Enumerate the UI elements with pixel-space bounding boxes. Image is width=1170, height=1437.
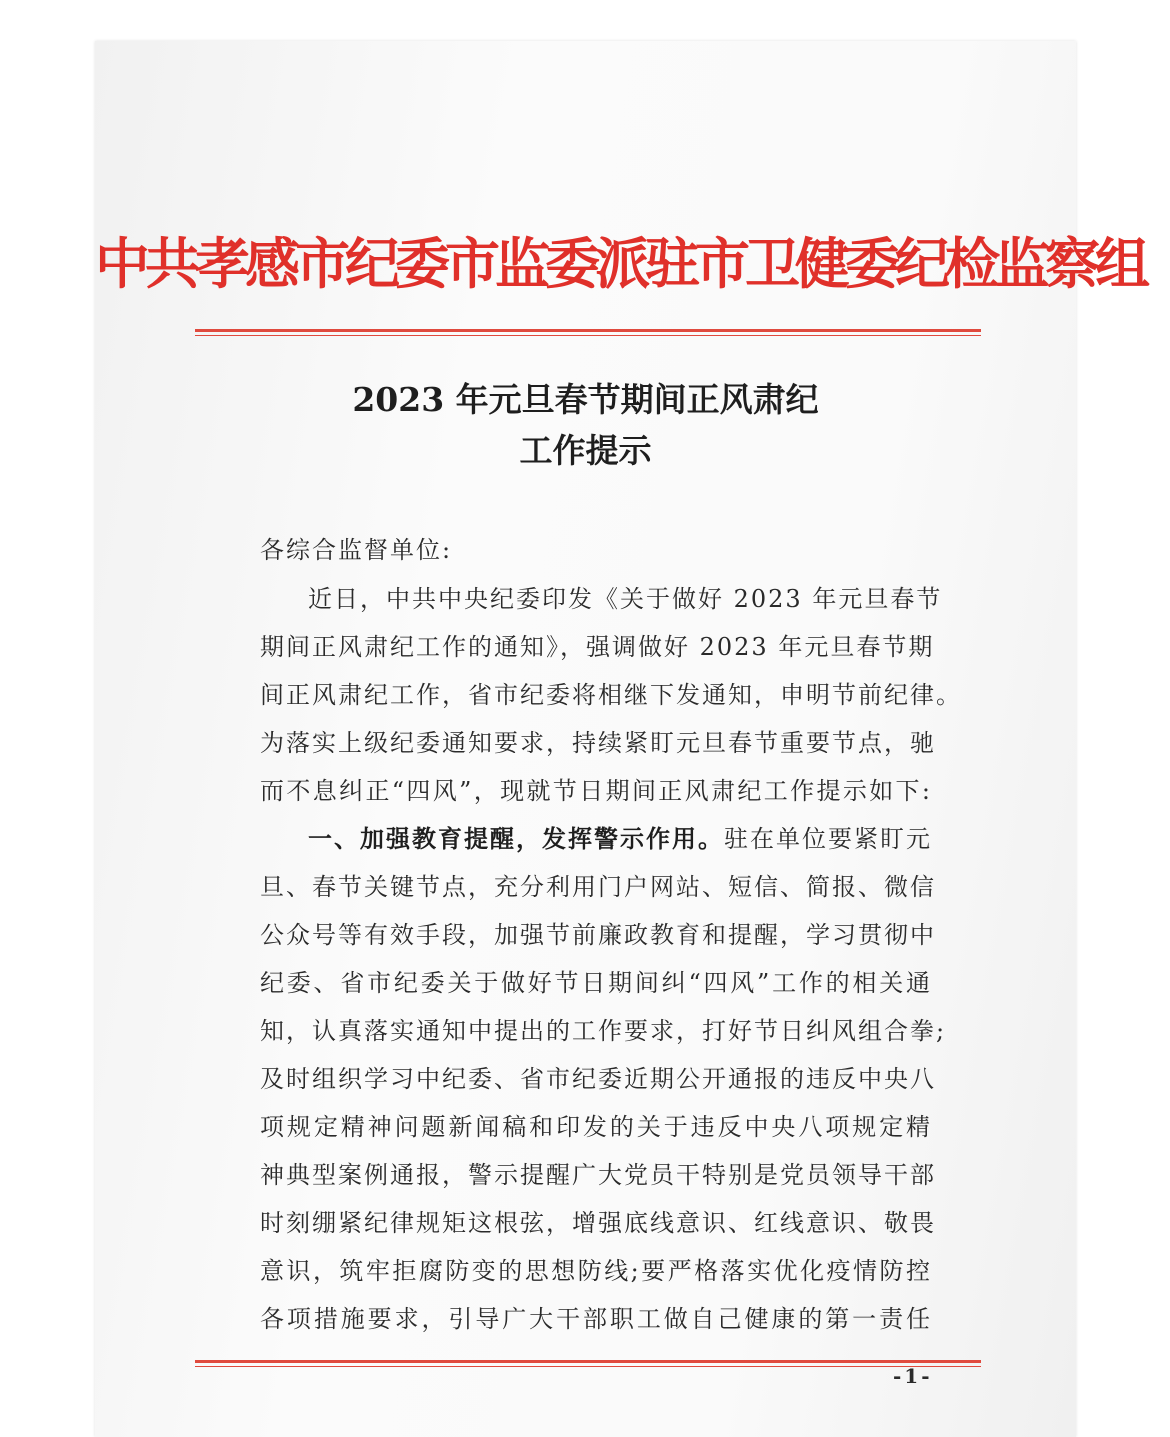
body-line-10: 知，认真落实通知中提出的工作要求，打好节日纠风组合拳; [260, 1017, 947, 1045]
body-line-4: 为落实上级纪委通知要求，持续紧盯元旦春节重要节点，驰 [260, 729, 936, 757]
body-line-1: 近日，中共中央纪委印发《关于做好 2023 年元旦春节 [308, 585, 943, 613]
document-title-line-2: 工作提示 [519, 431, 652, 470]
page-number: -1- [893, 1364, 933, 1388]
body-line-14: 时刻绷紧纪律规矩这根弦，增强底线意识、红线意识、敬畏 [260, 1209, 936, 1237]
footer-red-rule [195, 1360, 981, 1367]
body-line-3: 间正风肃纪工作，省市纪委将相继下发通知，申明节前纪律。 [260, 681, 962, 709]
section-1-first-line-tail: 驻在单位要紧盯元 [724, 825, 932, 853]
body-line-12: 项规定精神问题新闻稿和印发的关于违反中央八项规定精 [260, 1113, 932, 1141]
body-line-8: 公众号等有效手段，加强节前廉政教育和提醒，学习贯彻中 [260, 921, 936, 949]
section-1-first-line [308, 821, 932, 857]
body-line-9: 纪委、省市纪委关于做好节日期间纠“四风”工作的相关通 [260, 969, 932, 997]
body-line-13: 神典型案例通报，警示提醒广大党员干特别是党员领导干部 [260, 1161, 936, 1189]
body-line-11: 及时组织学习中纪委、省市纪委近期公开通报的违反中央八 [260, 1065, 936, 1093]
section-1-heading: 一、加强教育提醒，发挥警示作用。 [308, 824, 724, 853]
body-line-5: 而不息纠正“四风”，现就节日期间正风肃纪工作提示如下: [260, 777, 932, 805]
organization-header: 中共孝感市纪委市监委派驻市卫健委纪检监察组 [95, 232, 1146, 296]
body-line-2: 期间正风肃纪工作的通知》，强调做好 2023 年元旦春节期 [260, 633, 935, 661]
body-line-7: 旦、春节关键节点，充分利用门户网站、短信、简报、微信 [260, 873, 936, 901]
document-page [95, 41, 1146, 1437]
header-red-rule [195, 329, 981, 336]
document-title-line-1: 2023 年元旦春节期间正风肃纪 [352, 380, 819, 419]
salutation: 各综合监督单位: [260, 536, 453, 564]
body-line-15: 意识，筑牢拒腐防变的思想防线;要严格落实优化疫情防控 [260, 1257, 932, 1285]
body-line-16: 各项措施要求，引导广大干部职工做自己健康的第一责任 [260, 1305, 932, 1333]
